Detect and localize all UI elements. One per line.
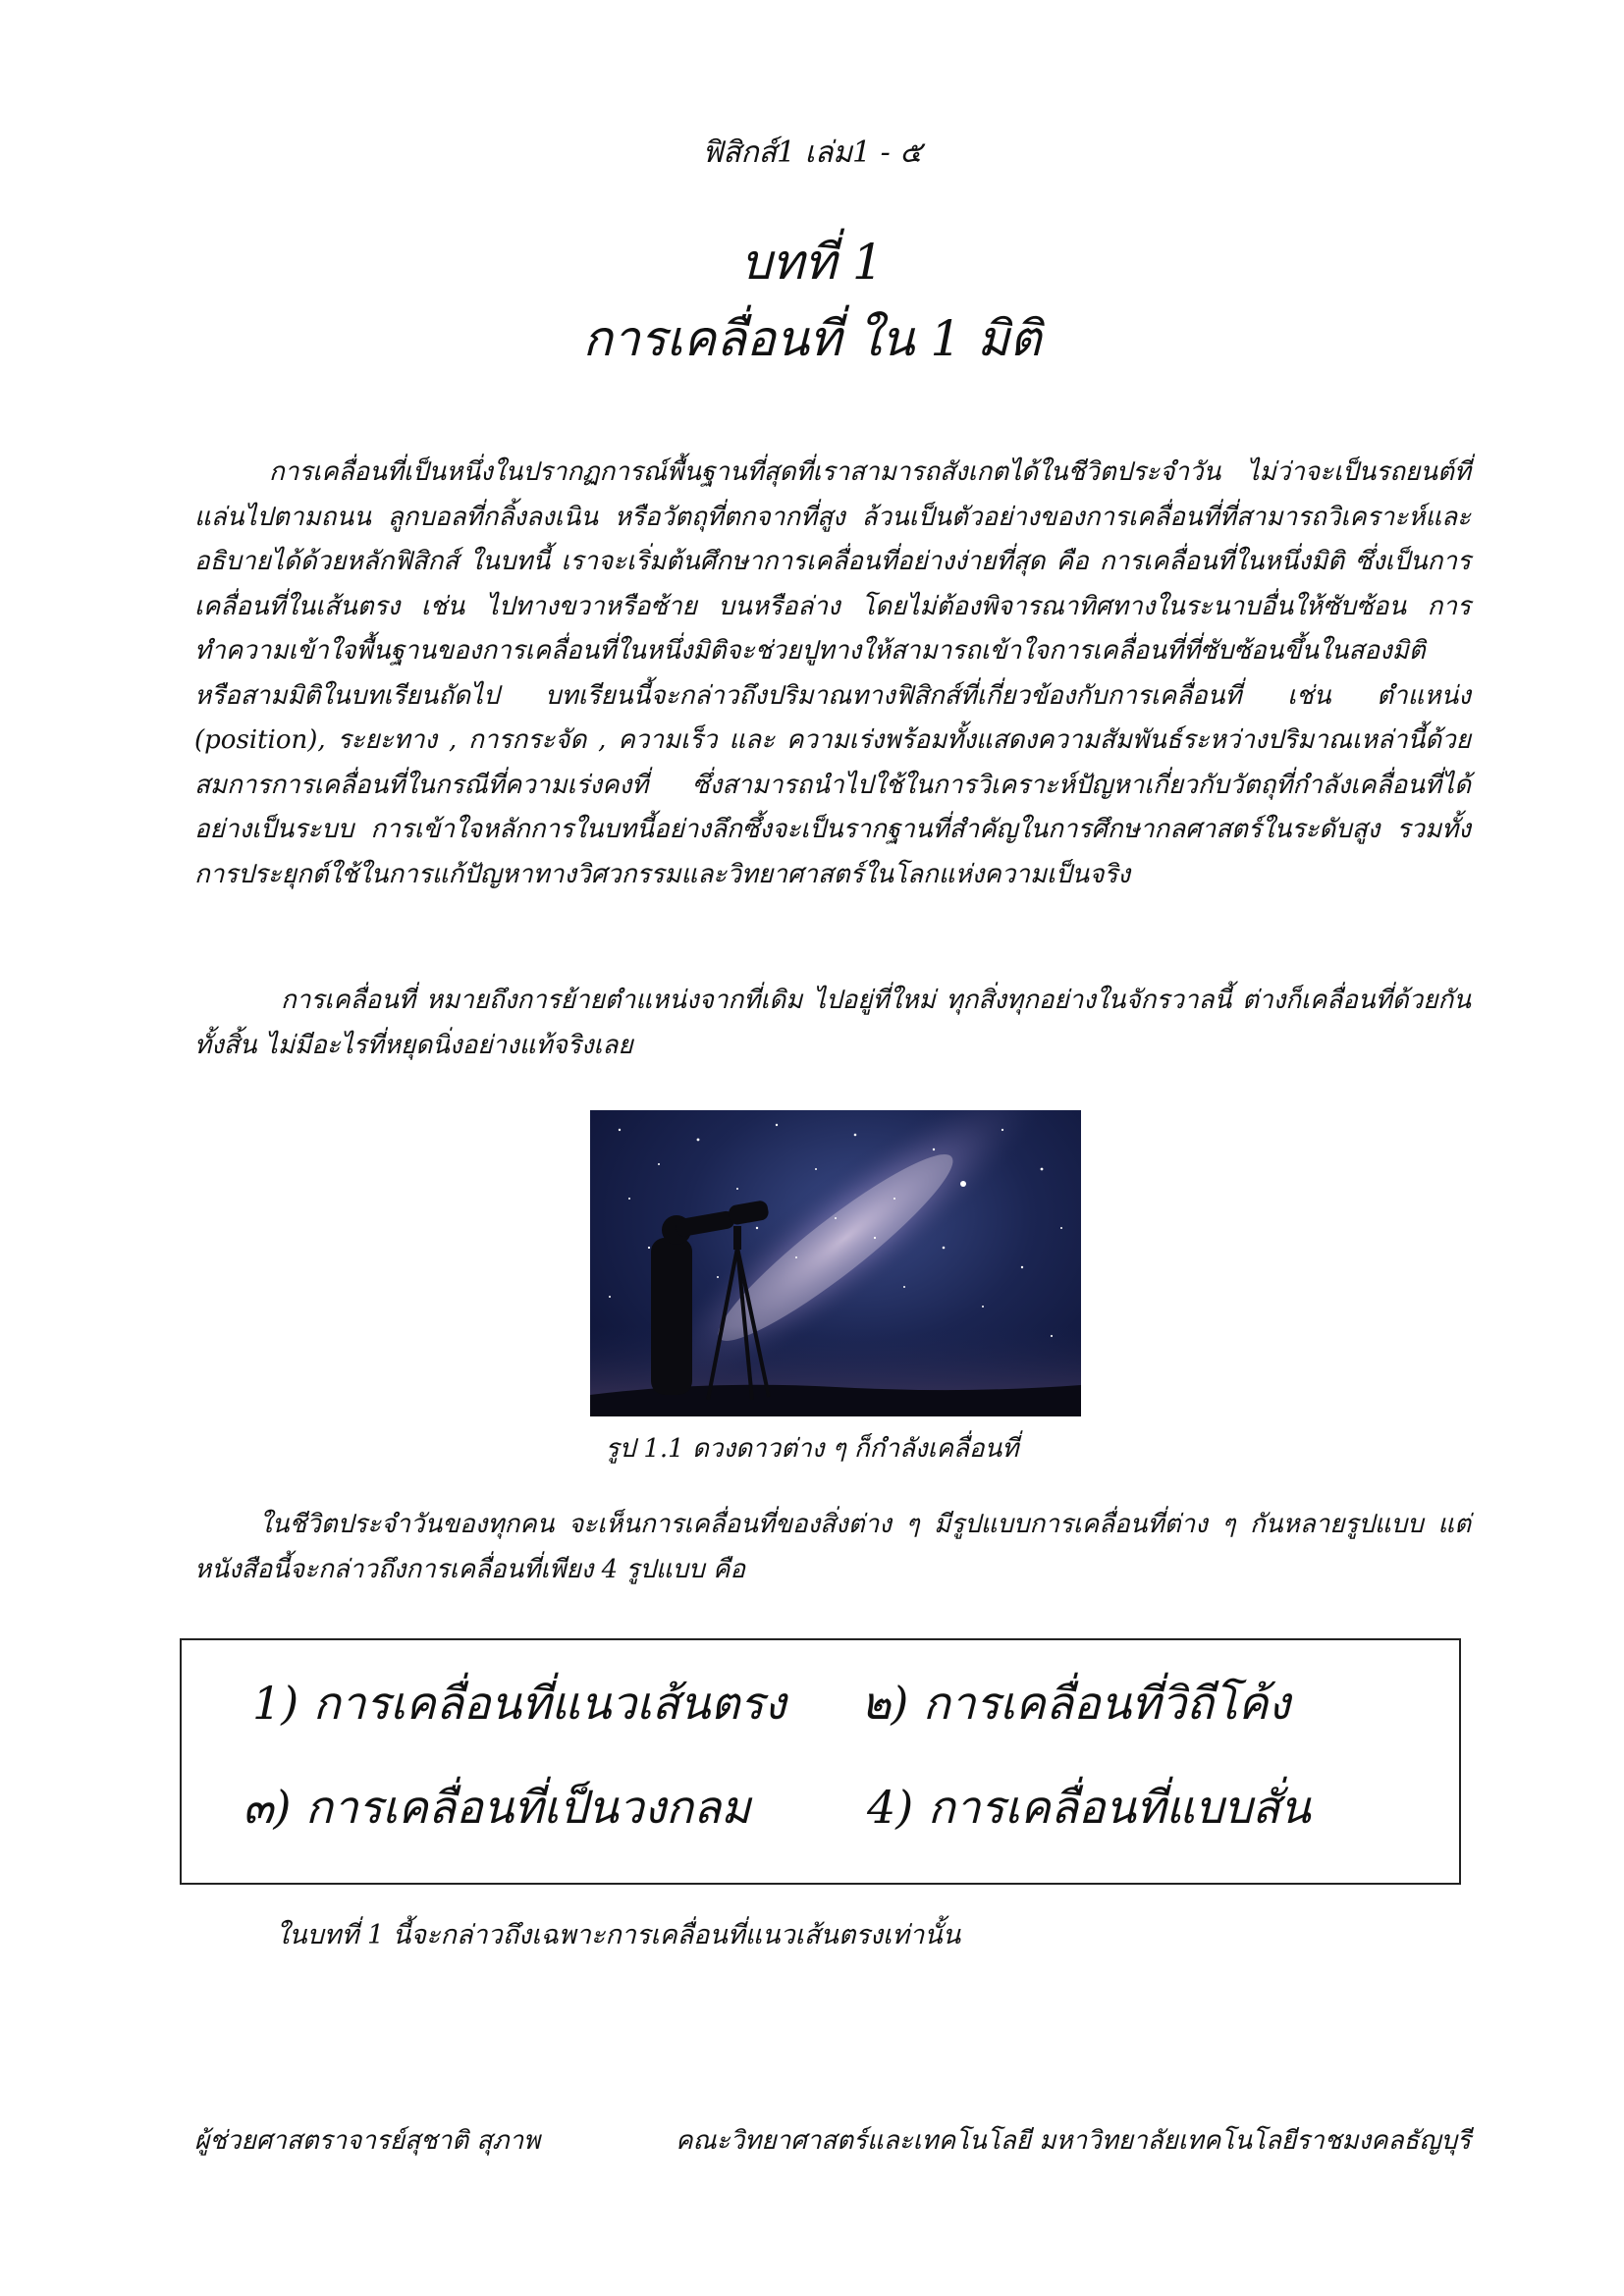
chapter-scope-note: ในบทที่ 1 นี้จะกล่าวถึงเฉพาะการเคลื่อนที่แนวเส้นตรงเท่านั้น	[276, 1920, 961, 1950]
chapter-heading	[0, 224, 1624, 377]
motion-type-oscillation: 4) การเคลื่อนที่แบบสั่น	[867, 1781, 1311, 1834]
motion-type-circular: ๓) การเคลื่อนที่เป็นวงกลม	[243, 1781, 751, 1834]
chapter-number: บทที่ 1	[740, 234, 884, 291]
milky-way-telescope-photo	[590, 1110, 1081, 1416]
footer-author: ผู้ช่วยศาสตราจารย์สุชาติ สุภาพ	[194, 2126, 541, 2156]
motion-types-intro: ในชีวิตประจำวันของทุกคน จะเห็นการเคลื่อนที่ของสิ่งต่าง ๆ มีรูปแบบการเคลื่อนที่ต่าง ๆ กันหลายรูปแบบ แต่หนังสือนี้จะกล่าวถึงการเคลื่อนที่เพียง 4 รูปแบบ คือ	[194, 1510, 1471, 1584]
intro-paragraph: การเคลื่อนที่เป็นหนึ่งในปรากฏการณ์พื้นฐานที่สุดที่เราสามารถสังเกตได้ในชีวิตประจำวัน ไม่ว่าจะเป็นรถยนต์ที่แล่นไปตามถนน ลูกบอลที่กลิ้งลงเนิน หรือวัตถุที่ตกจากที่สูง ล้วนเป็นตัวอย่างของการเคลื่อนที่ที่สามารถวิเคราะห์และอธิบายได้ด้วยหลักฟิสิกส์ ในบทนี้ เราจะเริ่มต้นศึกษาการเคลื่อนที่อย่างง่ายที่สุด คือ การเคลื่อนที่ในหนึ่งมิติ ซึ่งเป็นการเคลื่อนที่ในเส้นตรง เช่น ไปทางขวาหรือซ้าย บนหรือล่าง โดยไม่ต้องพิจารณาทิศทางในระนาบอื่นให้ซับซ้อน การทำความเข้าใจพื้นฐานของการเคลื่อนที่ในหนึ่งมิติจะช่วยปูทางให้สามารถเข้าใจการเคลื่อนที่ที่ซับซ้อนขึ้นในสองมิติหรือสามมิติในบทเรียนถัดไป บทเรียนนี้จะกล่าวถึงปริมาณทางฟิสิกส์ที่เกี่ยวข้องกับการเคลื่อนที่ เช่น ตำแหน่ง (position), ระยะทาง , การกระจัด , ความเร็ว และ ความเร่งพร้อมทั้งแสดงความสัมพันธ์ระหว่างปริมาณเหล่านี้ด้วยสมการการเคลื่อนที่ในกรณีที่ความเร่งคงที่ ซึ่งสามารถนำไปใช้ในการวิเคราะห์ปัญหาเกี่ยวกับวัตถุที่กำลังเคลื่อนที่ได้อย่างเป็นระบบ การเข้าใจหลักการในบทนี้อย่างลึกซึ้งจะเป็นรากฐานที่สำคัญในการศึกษากลศาสตร์ในระดับสูง รวมทั้งการประยุกต์ใช้ในการแก้ปัญหาทางวิศวกรรมและวิทยาศาสตร์ในโลกแห่งความเป็นจริง	[194, 457, 1471, 889]
figure-caption: รูป 1.1 ดวงดาวต่าง ๆ ก็กำลังเคลื่อนที่	[605, 1434, 1019, 1464]
motion-types-box	[180, 1638, 1461, 1885]
motion-type-linear: 1) การเคลื่อนที่แนวเส้นตรง	[252, 1677, 786, 1730]
footer-institution: คณะวิทยาศาสตร์และเทคโนโลยี มหาวิทยาลัยเทคโนโลยีราชมงคลธัญบุรี	[676, 2126, 1471, 2156]
running-header: ฟิสิกส์1 เล่ม1 - ๕	[701, 135, 923, 170]
motion-type-projectile: ๒) การเคลื่อนที่วิถีโค้ง	[861, 1677, 1290, 1730]
chapter-title: การเคลื่อนที่ ใน 1 มิติ	[582, 310, 1042, 367]
definition-paragraph: การเคลื่อนที่ หมายถึงการย้ายตำแหน่งจากที่เดิม ไปอยู่ที่ใหม่ ทุกสิ่งทุกอย่างในจักรวาลนี้ ต่างก็เคลื่อนที่ด้วยกันทั้งสิ้น ไม่มีอะไรที่หยุดนิ่งอย่างแท้จริงเลย	[194, 986, 1471, 1060]
